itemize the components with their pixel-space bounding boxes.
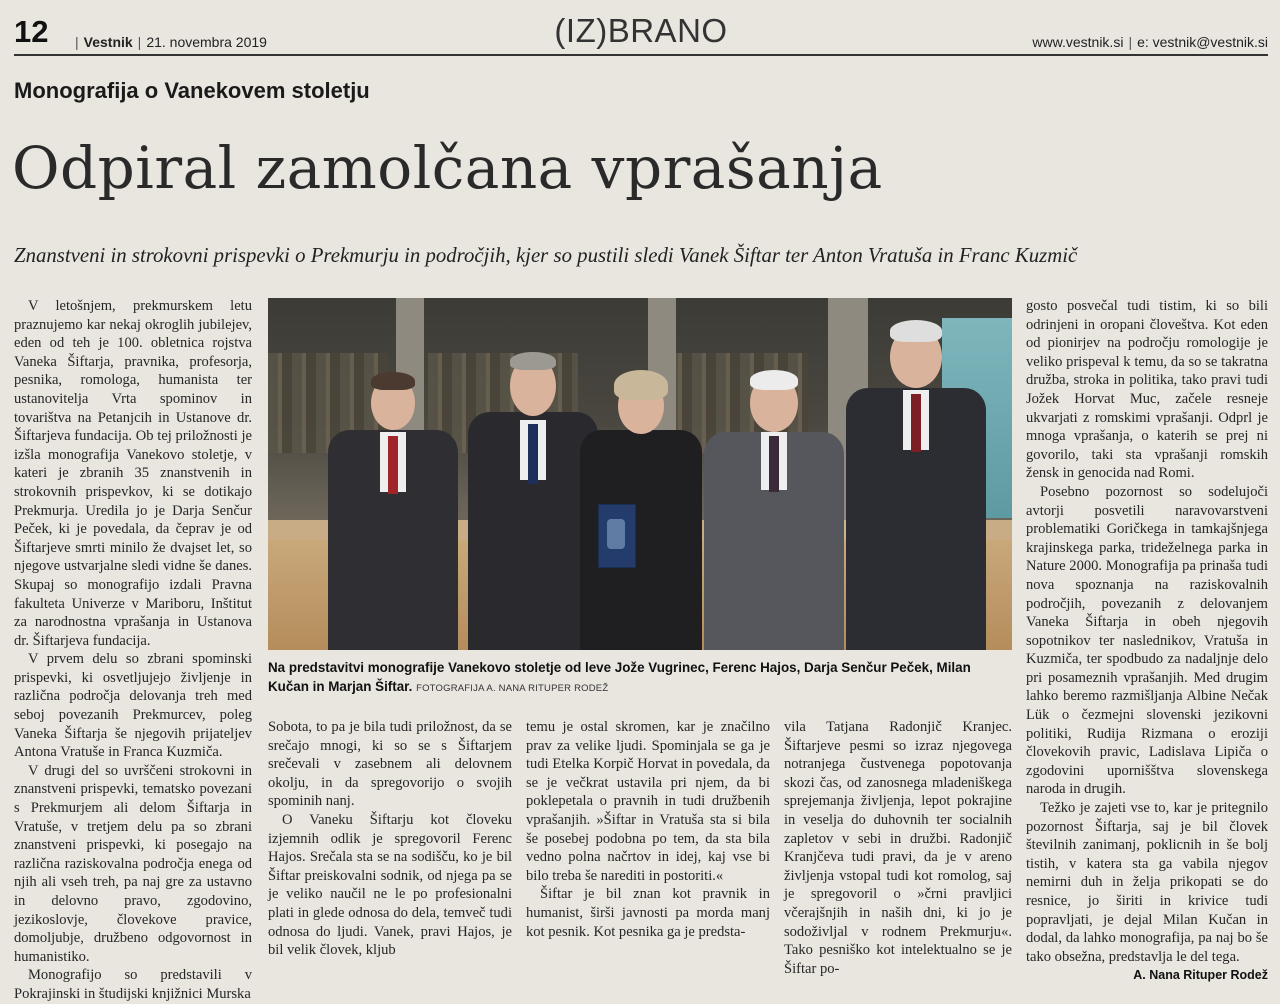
article-photo bbox=[268, 298, 1012, 650]
contact-info: www.vestnik.si | e: vestnik@vestnik.si bbox=[1032, 34, 1268, 50]
page-header bbox=[14, 10, 1268, 56]
monograph-book bbox=[598, 504, 636, 568]
paragraph: Šiftar je bil znan kot pravnik in humanist, širši javnosti pa morda manj kot pesnik. Kot pesnika ga je predsta- bbox=[526, 886, 770, 940]
paragraph: Sobota, to pa je bila tudi priložnost, da se srečajo mnogi, ki so se s Šiftarjem srečevali v zasebnem ali delovnem okolju, in da spregovorijo o svojih spominih nanj. bbox=[268, 719, 512, 810]
page-number: 12 bbox=[14, 14, 49, 49]
article-byline: A. Nana Rituper Rodež bbox=[1133, 968, 1268, 983]
paragraph: temu je ostal skromen, kar je značilno prav za velike ljudi. Spominjala se ga je tudi Etelka Korpič Horvat in povedala, da se je večkrat ustavila pri njem, da bi poklepetala o pravnih in tudi družbenih vprašanjih. »Šiftar in Vratuša sta si bila še posebej podobna po tem, da sta bila vedno polna načrtov in idej, kaj vse bi bilo treba še narediti in postoriti.« bbox=[526, 719, 770, 884]
website-link[interactable]: www.vestnik.si bbox=[1032, 34, 1124, 50]
paragraph: gosto posvečal tudi tistim, ki so bili odrinjeni in oropani človeštva. Kot eden od pionirjev na področju romologije je veliko prispeval k temu, da so se takratna družba, stroka in politika, tako pravi tudi Jožek Horvat Muc, začele resneje ukvarjati z romskimi vprašanji. Odprl je mnoga vprašanja, o katerih se prej ni govorilo, taki sta vprašanji romskih žensk in genocida nad Romi. bbox=[1026, 298, 1268, 482]
article-column-bottom-3 bbox=[784, 718, 1012, 978]
article-column-bottom-2 bbox=[526, 718, 770, 941]
article-column-left bbox=[14, 297, 252, 1004]
person-figure bbox=[328, 370, 458, 650]
photo-caption bbox=[268, 658, 1012, 698]
publication-info: | Vestnik | 21. novembra 2019 bbox=[75, 34, 267, 50]
paragraph: vila Tatjana Radonjič Kranjec. Šiftarjeve pesmi so izraz njegovega notranjega čustvenega popotovanja skozi čas, od zanosnega mladeniškega sprejemanja življenja, lepot pokrajine in veselja do duhovnih ter socialnih zapletov v sebi in družbi. Radonjič Kranjčeva tudi pravi, da je v areno življenja vstopal tudi kot romolog, saj je spregovoril o »črni pravljici včerajšnjih in naših dni, ki jo je sodoživljal v rodnem Prekmurju«. Tako pesniško kot intelektualno se je Šiftar po- bbox=[784, 719, 1012, 977]
caption-text: Na predstavitvi monografije Vanekovo stoletje od leve Jože Vugrinec, Ferenc Hajos, Darja Senčur Peček, Milan Kučan in Marjan Šiftar. bbox=[268, 660, 971, 694]
article-column-right bbox=[1026, 297, 1268, 985]
article-kicker: Monografija o Vanekovem stoletju bbox=[14, 78, 370, 103]
paragraph: V letošnjem, prekmurskem letu praznujemo kar nekaj okroglih jubilejev, eden od teh je 100. obletnica rojstva Vaneka Šiftarja, pravnika, profesorja, pesnika, romologa, humanista ter ustanovitelja Vrta spominov in tovarištva na Petanjcih in Ustanove dr. Šiftarjeva fundacija. Ob tej priložnosti je izšla monografija Vanekovo stoletje, v kateri je zbranih 35 znanstvenih in strokovnih prispevkov, ki se dotikajo Prekmurja. Uredila jo je Darja Senčur Peček, ki je povedala, da čeprav je od Šiftarjeve smrti minilo že dvajset let, so njegove ustvarjalne sledi vidne še danes. Skupaj so monografijo izdali Pravna fakulteta Univerze v Mariboru, Inštitut za narodnostna vprašanja in Ustanova dr. Šiftarjeva fundacija. bbox=[14, 298, 252, 649]
person-figure bbox=[468, 350, 598, 650]
paragraph: V drugi del so uvrščeni strokovni in znanstveni prispevki, tematsko povezani s Prekmurjem ali delom Šiftarja in Vratuše, v tretjem delu pa so zbrani znanstveni prispevki, ki posegajo na različna raziskovalna področja enega od njih ali vseh treh, pa naj gre za ustavno in delovno pravo, zgodovino, jezikoslovje, človekove pravice, domoljubje, družbeno odgovornost in humanistiko. bbox=[14, 762, 252, 965]
paragraph: O Vaneku Šiftarju kot človeku izjemnih odlik je spregovoril Ferenc Hajos. Srečala sta se na sodišču, ko je bil Šiftar preiskovalni sodnik, od njega pa se je veliko naučil ne le po profesionalni plati in glede odnosa do dela, temveč tudi odnosa do ljudi. Vanek, pravi Hajos, je bil velik človek, kljub bbox=[268, 811, 512, 959]
section-title: (IZ)BRANO bbox=[554, 12, 728, 49]
publication-name: Vestnik bbox=[83, 34, 133, 50]
article-subheadline: Znanstveni in strokovni prispevki o Prekmurju in področjih, kjer so pustili sledi Vanek Šiftar ter Anton Vratuša in Franc Kuzmič bbox=[14, 244, 1078, 267]
person-figure bbox=[846, 320, 986, 650]
photo-credit: FOTOGRAFIJA A. NANA RITUPER RODEŽ bbox=[416, 683, 609, 694]
paragraph: Težko je zajeti vse to, kar je pritegnilo pozornost Šiftarja, saj je bil človek številnih zanimanj, poklicnih in še bolj tistih, v katera sta ga vabila njegov nemirni duh in želja prikopati se do resnice, jo širiti in krivice tudi popravljati, je dejal Milan Kučan in dodal, da lahko monografija, pa naj bo še tako obsežna, predstavlja le del tega. bbox=[1026, 800, 1268, 965]
paragraph: Posebno pozornost so sodelujoči avtorji posvetili naravovarstveni problematiki Goričkega in tamkajšnjega krajinskega parka, trideželnega parka in Nature 2000. Monografija pa prinaša tudi nova spoznanja na raziskovalnih področjih, povezanih z delovanjem Vaneka Šiftarja in obeh njegovih sopotnikov ter naslednikov, Vratuša in Kuzmiča, ter spodbudo za nadaljnje delo pri posameznih vprašanjih. Med drugim lahko beremo razmišljanja Albine Nečak Lük o čezmejni slovenski jezikovni politiki, Rudija Rizmana o eroziji človekovih pravic, Ladislava Lipiča o zgodovini upornišštva slovenskega naroda in drugih. bbox=[1026, 483, 1268, 798]
paragraph: V prvem delu so zbrani spominski prispevki, ki osvetljujejo življenje in različna področja delovanja treh med seboj povezanih Prekmurcev, poleg Vaneka Šiftarja še njegovih prijateljev Antona Vratuše in Franca Kuzmiča. bbox=[14, 651, 252, 761]
article-headline: Odpiral zamolčana vprašanja bbox=[12, 134, 883, 202]
article-column-bottom-1 bbox=[268, 718, 512, 960]
email-link[interactable]: e: vestnik@vestnik.si bbox=[1137, 34, 1268, 50]
paragraph: Monografijo so predstavili v Pokrajinski in študijski knjižnici Murska bbox=[14, 967, 252, 1002]
issue-date: 21. novembra 2019 bbox=[146, 34, 267, 50]
person-figure bbox=[704, 370, 844, 650]
